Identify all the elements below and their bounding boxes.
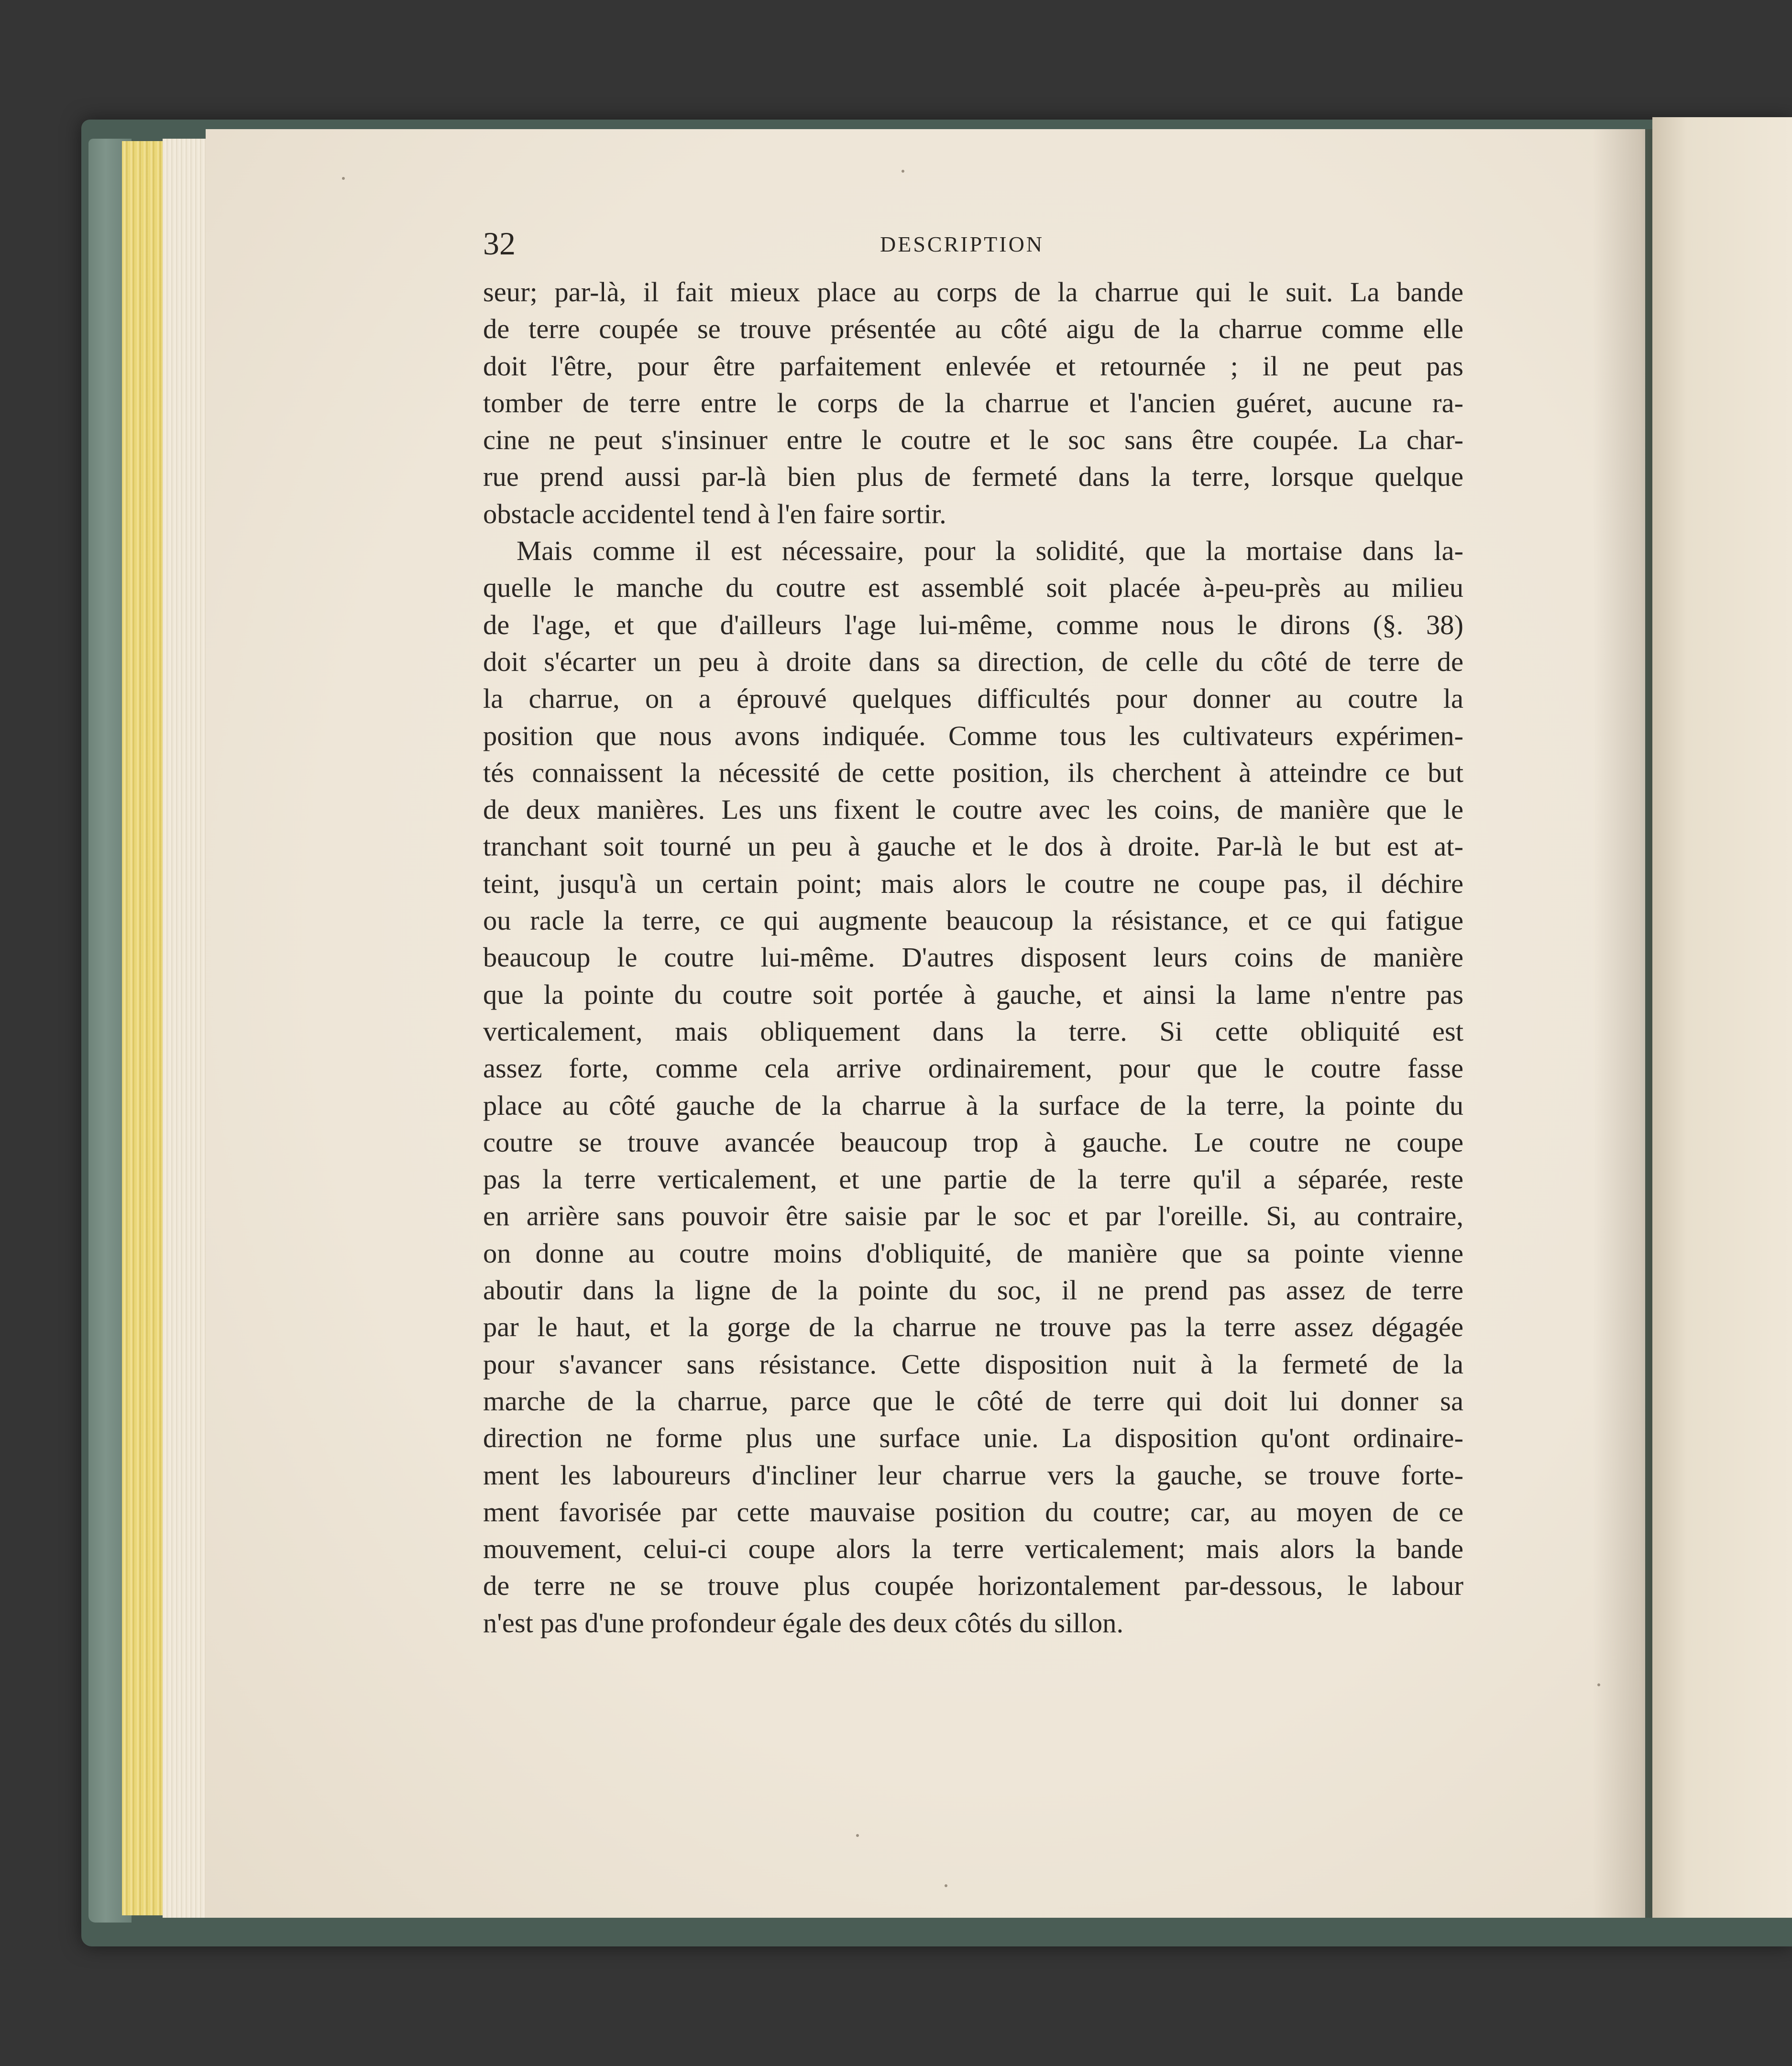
text-line: seur; par-là, il fait mieux place au corps de la charrue qui le suit. La bande	[483, 276, 1463, 308]
text-line: place au côté gauche de la charrue à la surface de la terre, la pointe du	[483, 1089, 1463, 1121]
text-line: beaucoup le coutre lui-même. D'autres disposent leurs coins de manière	[483, 942, 1463, 973]
running-head: DESCRIPTION	[880, 232, 1044, 256]
text-line: mouvement, celui-ci coupe alors la terre verticalement; mais alors la bande	[483, 1533, 1463, 1565]
text-line: par le haut, et la gorge de la charrue ne trouve pas la terre assez dégagée	[483, 1311, 1463, 1343]
text-line: aboutir dans la ligne de la pointe du soc, il ne prend pas assez de terre	[483, 1275, 1463, 1306]
text-line: quelle le manche du coutre est assemblé soit placée à-peu-près au milieu	[483, 572, 1463, 604]
text-line: direction ne forme plus une surface unie. La disposition qu'ont ordinaire-	[483, 1422, 1463, 1454]
text-line: Mais comme il est nécessaire, pour la solidité, que la mortaise dans la-	[517, 535, 1463, 567]
text-line: teint, jusqu'à un certain point; mais alors le coutre ne coupe pas, il déchire	[483, 868, 1463, 899]
text-line: doit l'être, pour être parfaitement enlevée et retournée ; il ne peut pas	[483, 350, 1463, 382]
text-line: ou racle la terre, ce qui augmente beaucoup la résistance, et ce qui fatigue	[483, 905, 1463, 936]
text-line: tomber de terre entre le corps de la charrue et l'ancien guéret, aucune ra-	[483, 387, 1463, 418]
text-line: coutre se trouve avancée beaucoup trop à gauche. Le coutre ne coupe	[483, 1126, 1463, 1158]
paper-speck	[342, 177, 345, 180]
text-line: tés connaissent la nécessité de cette position, ils cherchent à atteindre ce but	[483, 757, 1463, 788]
text-line: rue prend aussi par-là bien plus de fermeté dans la terre, lorsque quelque	[483, 461, 1463, 493]
text-line: marche de la charrue, parce que le côté de terre qui doit lui donner sa	[483, 1385, 1463, 1417]
text-line: cine ne peut s'insinuer entre le coutre et le soc sans être coupée. La char-	[483, 424, 1463, 456]
paper-speck	[856, 1834, 859, 1837]
paragraph	[483, 532, 1463, 1641]
text-line: de terre coupée se trouve présentée au côté aigu de la charrue comme elle	[483, 313, 1463, 345]
text-line: verticalement, mais obliquement dans la terre. Si cette obliquité est	[483, 1015, 1463, 1047]
text-line: ment favorisée par cette mauvaise position du coutre; car, au moyen de ce	[483, 1496, 1463, 1528]
text-line: la charrue, on a éprouvé quelques difficultés pour donner au coutre la	[483, 683, 1463, 714]
text-line: obstacle accidentel tend à l'en faire sortir.	[483, 498, 946, 529]
text-line: position que nous avons indiquée. Comme tous les cultivateurs expérimen-	[483, 720, 1463, 751]
text-line: n'est pas d'une profondeur égale des deux côtés du sillon.	[483, 1607, 1124, 1638]
body-text	[483, 274, 1463, 1641]
paper-speck	[901, 170, 904, 173]
text-line: pas la terre verticalement, et une partie de la terre qu'il a séparée, reste	[483, 1164, 1463, 1195]
text-line: tranchant soit tourné un peu à gauche et le dos à droite. Par-là le but est at-	[483, 831, 1463, 862]
paper-speck	[1597, 1683, 1600, 1686]
text-line: de terre ne se trouve plus coupée horizontalement par-dessous, le labour	[483, 1570, 1463, 1602]
text-line: de deux manières. Les uns fixent le coutre avec les coins, de manière que le	[483, 794, 1463, 825]
text-line: ment les laboureurs d'incliner leur charrue vers la gauche, se trouve forte-	[483, 1459, 1463, 1491]
text-line: en arrière sans pouvoir être saisie par le soc et par l'oreille. Si, au contraire,	[483, 1200, 1463, 1232]
page-header	[483, 225, 1463, 268]
text-line: doit s'écarter un peu à droite dans sa direction, de celle du côté de terre de	[483, 646, 1463, 677]
paper-speck	[945, 1884, 947, 1887]
text-line: de l'age, et que d'ailleurs l'age lui-même, comme nous le dirons (§. 38)	[483, 609, 1463, 640]
text-line: on donne au coutre moins d'obliquité, de manière que sa pointe vienne	[483, 1237, 1463, 1269]
right-page-edge	[1652, 117, 1792, 1918]
text-line: assez forte, comme cela arrive ordinairement, pour que le coutre fasse	[483, 1053, 1463, 1084]
page-number: 32	[483, 225, 516, 262]
text-line: pour s'avancer sans résistance. Cette disposition nuit à la fermeté de la	[483, 1348, 1463, 1380]
paragraph	[483, 274, 1463, 532]
text-line: que la pointe du coutre soit portée à gauche, et ainsi la lame n'entre pas	[483, 978, 1463, 1010]
